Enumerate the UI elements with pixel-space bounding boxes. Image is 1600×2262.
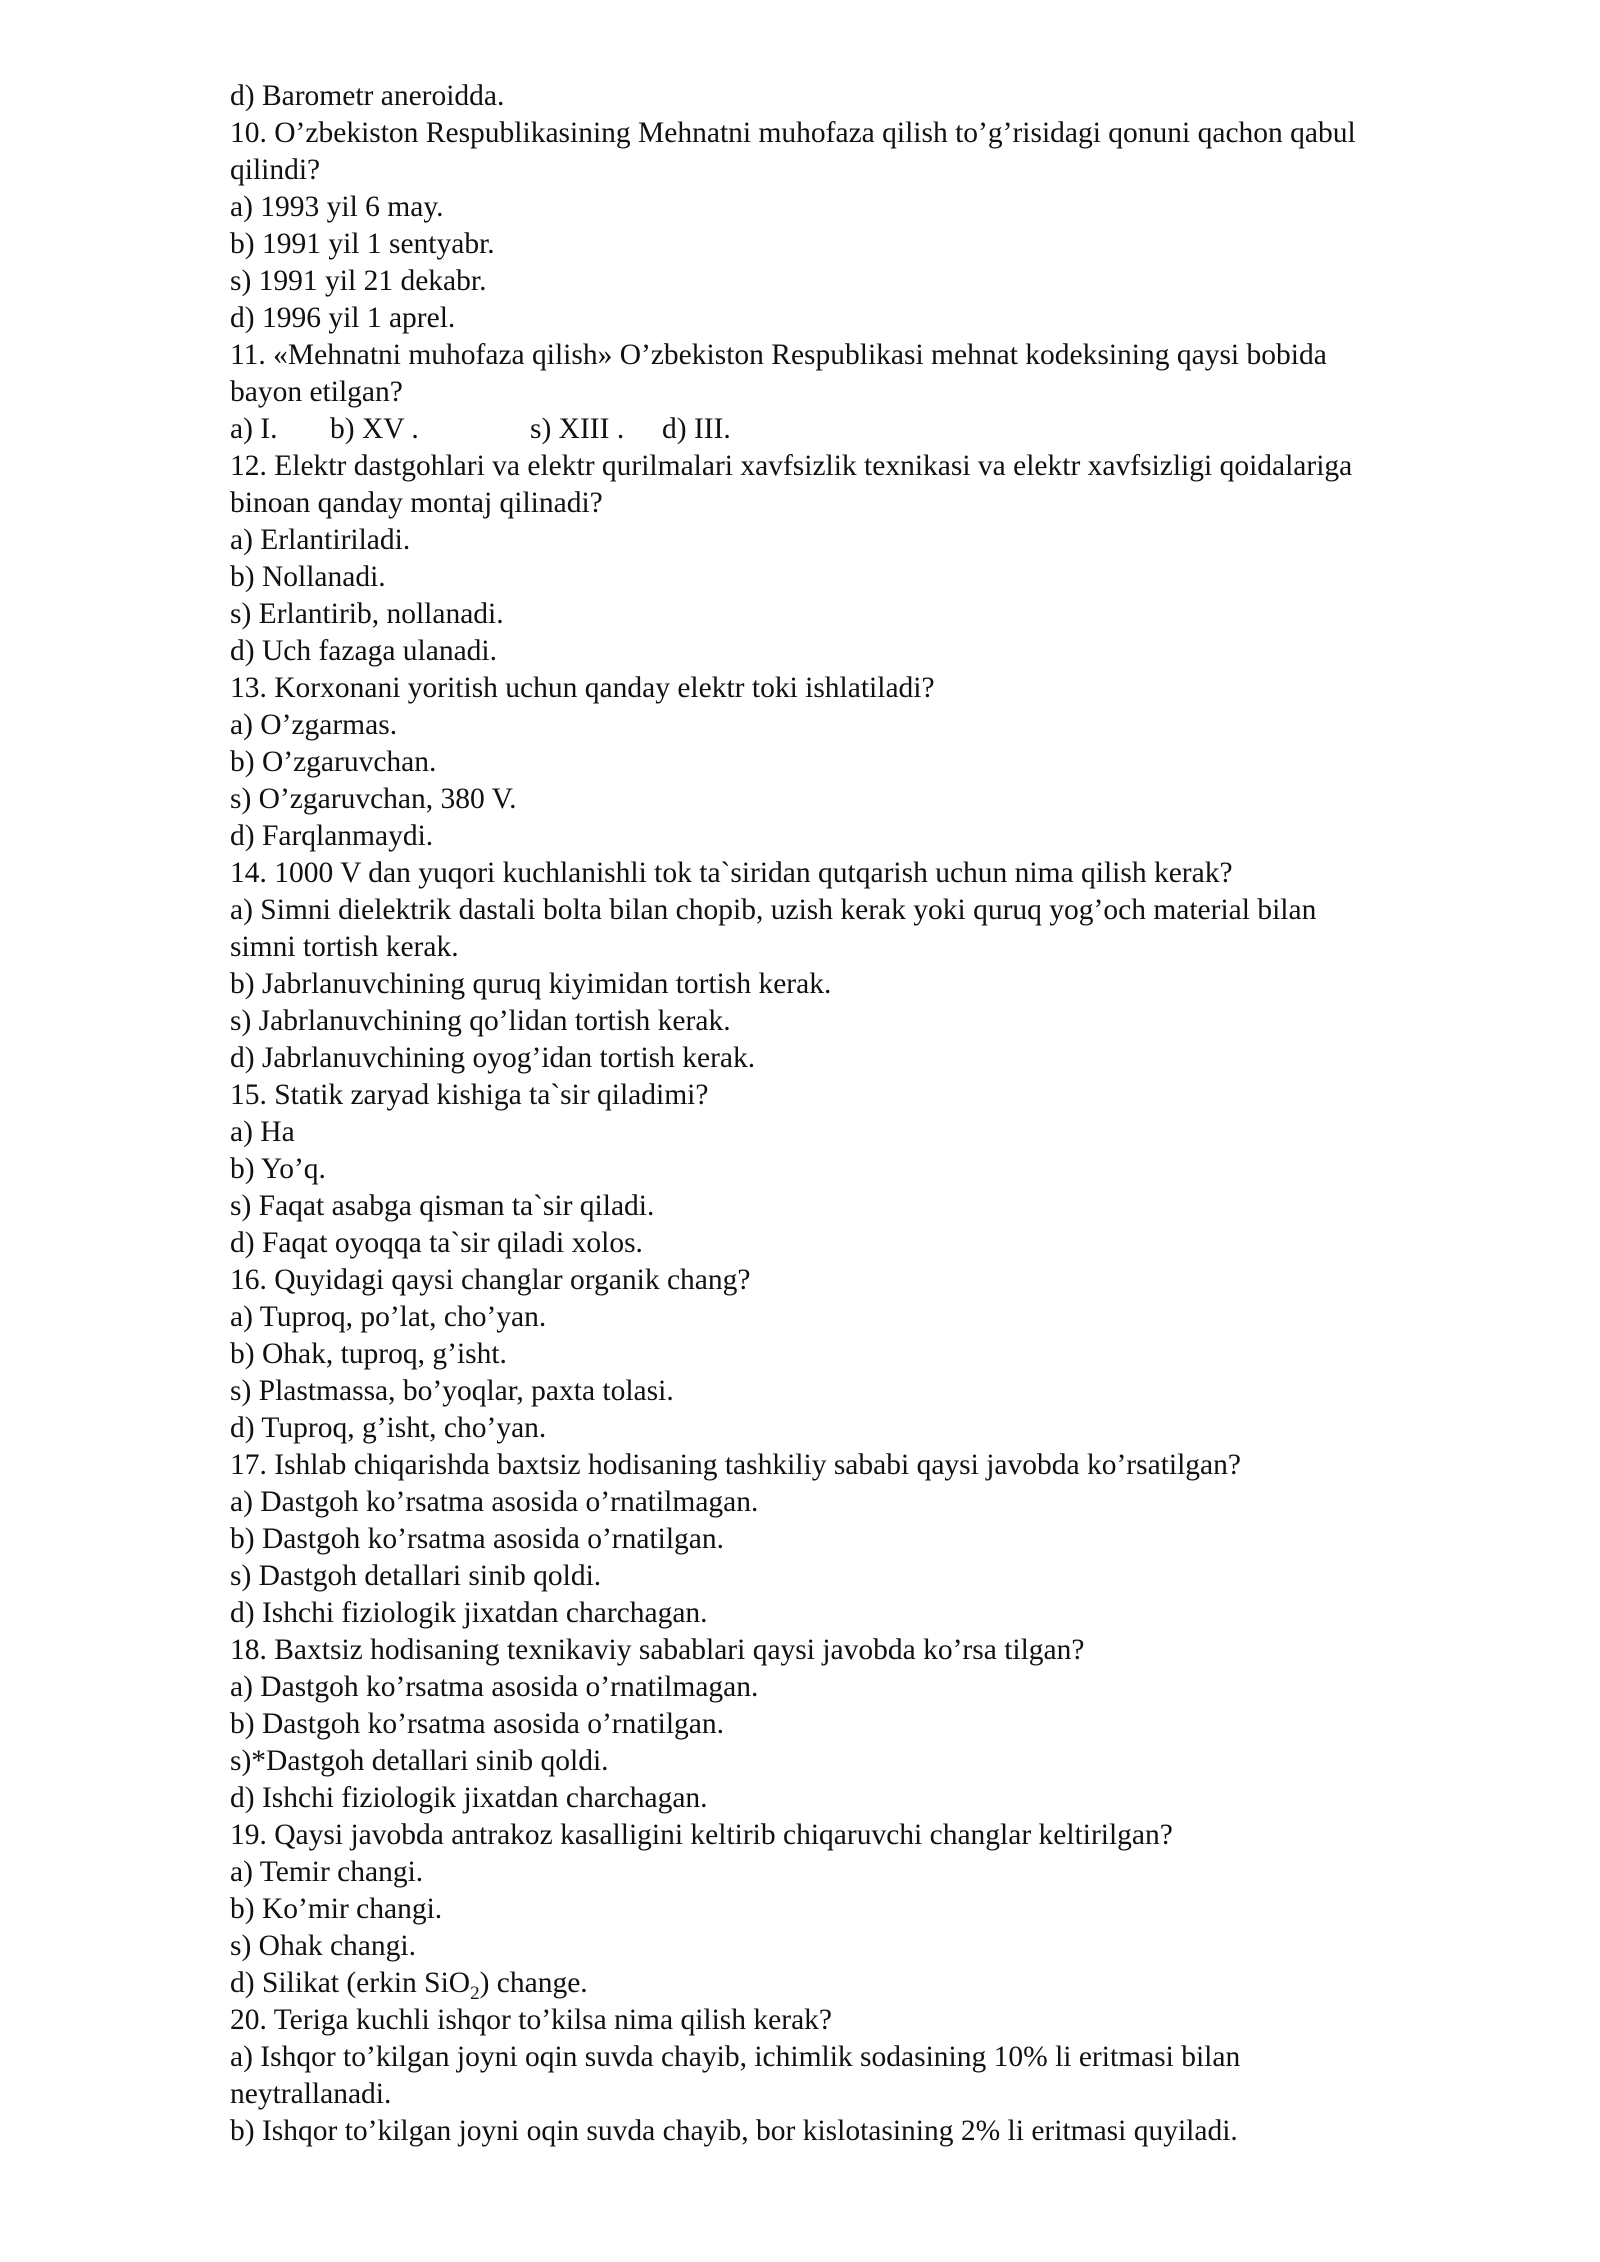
q11-option: s) XIII . xyxy=(530,413,625,445)
text-line: a) Dastgoh ko’rsatma asosida o’rnatilmagan. xyxy=(230,1486,759,1518)
text-line: b) Dastgoh ko’rsatma asosida o’rnatilgan. xyxy=(230,1708,724,1740)
text-line: 10. O’zbekiston Respublikasining Mehnatni muhofaza qilish to’g’risidagi qonuni qachon qabul xyxy=(230,117,1356,149)
text-line: 20. Teriga kuchli ishqor to’kilsa nima qilish kerak? xyxy=(230,2004,833,2036)
text-line: 14. 1000 V dan yuqori kuchlanishli tok ta`siridan qutqarish uchun nima qilish kerak? xyxy=(230,857,1233,889)
text-line: b) Dastgoh ko’rsatma asosida o’rnatilgan. xyxy=(230,1523,724,1555)
text-line: a) 1993 yil 6 may. xyxy=(230,191,444,223)
text-line: bayon etilgan? xyxy=(230,376,403,408)
text-line: neytrallanadi. xyxy=(230,2078,392,2110)
text-line: s) 1991 yil 21 dekabr. xyxy=(230,265,487,297)
text-line: b) Jabrlanuvchining quruq kiyimidan tortish kerak. xyxy=(230,968,832,1000)
text-line: 18. Baxtsiz hodisaning texnikaviy sabablari qaysi javobda ko’rsa tilgan? xyxy=(230,1634,1085,1666)
text-line: s) Jabrlanuvchining qo’lidan tortish kerak. xyxy=(230,1005,731,1037)
text-line: b) Nollanadi. xyxy=(230,561,386,593)
text-line: a) Simni dielektrik dastali bolta bilan chopib, uzish kerak yoki quruq yog’och material bilan xyxy=(230,894,1317,926)
text-line: 11. «Mehnatni muhofaza qilish» O’zbekiston Respublikasi mehnat kodeksining qaysi bobida xyxy=(230,339,1327,371)
text-line: a) Temir changi. xyxy=(230,1856,424,1888)
q11-option: d) III. xyxy=(662,413,731,445)
subscript-2: 2 xyxy=(470,1982,480,2004)
text-line: d) 1996 yil 1 aprel. xyxy=(230,302,456,334)
text-line: a) O’zgarmas. xyxy=(230,709,398,741)
text-line: d) Tuproq, g’isht, cho’yan. xyxy=(230,1412,547,1444)
text-line: a) Tuproq, po’lat, cho’yan. xyxy=(230,1301,547,1333)
text-line: s) Ohak changi. xyxy=(230,1930,416,1962)
q11-option: a) I. xyxy=(230,413,278,445)
text-line: d) Faqat oyoqqa ta`sir qiladi xolos. xyxy=(230,1227,643,1259)
text-line: 17. Ishlab chiqarishda baxtsiz hodisaning tashkiliy sababi qaysi javobda ko’rsatilgan? xyxy=(230,1449,1241,1481)
text-line: 13. Korxonani yoritish uchun qanday elektr toki ishlatiladi? xyxy=(230,672,935,704)
text-line: s) O’zgaruvchan, 380 V. xyxy=(230,783,517,815)
text-line: b) Ishqor to’kilgan joyni oqin suvda chayib, bor kislotasining 2% li eritmasi quyiladi. xyxy=(230,2115,1238,2147)
document-page xyxy=(230,78,1480,2150)
text-line: s) Plastmassa, bo’yoqlar, paxta tolasi. xyxy=(230,1375,674,1407)
text-line: a) Erlantiriladi. xyxy=(230,524,411,556)
text-line: b) Ko’mir changi. xyxy=(230,1893,443,1925)
q19-option-d-text: d) Silikat (erkin SiO xyxy=(230,1967,471,1999)
text-line: a) Ishqor to’kilgan joyni oqin suvda chayib, ichimlik sodasining 10% li eritmasi bilan xyxy=(230,2041,1241,2073)
text-line: d) Uch fazaga ulanadi. xyxy=(230,635,497,667)
text-line: 15. Statik zaryad kishiga ta`sir qiladimi? xyxy=(230,1079,709,1111)
q11-option: b) XV . xyxy=(330,413,419,445)
text-line: d) Ishchi fiziologik jixatdan charchagan. xyxy=(230,1782,708,1814)
text-line: qilindi? xyxy=(230,154,321,186)
text-line: b) Yo’q. xyxy=(230,1153,326,1185)
text-line: d) Farqlanmaydi. xyxy=(230,820,434,852)
text-line: d) Barometr aneroidda. xyxy=(230,80,505,112)
text-line: s) Erlantirib, nollanadi. xyxy=(230,598,504,630)
text-line: b) 1991 yil 1 sentyabr. xyxy=(230,228,495,260)
text-line: a) Dastgoh ko’rsatma asosida o’rnatilmagan. xyxy=(230,1671,759,1703)
text-line: b) O’zgaruvchan. xyxy=(230,746,437,778)
text-line: 16. Quyidagi qaysi changlar organik chang? xyxy=(230,1264,751,1296)
text-line: simni tortish kerak. xyxy=(230,931,459,963)
text-line: b) Ohak, tuproq, g’isht. xyxy=(230,1338,507,1370)
q19-option-d-line xyxy=(230,1965,1480,2002)
text-line: 12. Elektr dastgohlari va elektr qurilmalari xavfsizlik texnikasi va elektr xavfsizligi qoidalariga xyxy=(230,450,1353,482)
q11-options-line xyxy=(230,411,1480,448)
text-line: binoan qanday montaj qilinadi? xyxy=(230,487,603,519)
q19-option-d-tail: ) change. xyxy=(479,1967,588,1999)
text-line: s) Dastgoh detallari sinib qoldi. xyxy=(230,1560,602,1592)
text-line: d) Ishchi fiziologik jixatdan charchagan. xyxy=(230,1597,708,1629)
text-line: s)*Dastgoh detallari sinib qoldi. xyxy=(230,1745,609,1777)
text-line: 19. Qaysi javobda antrakoz kasalligini keltirib chiqaruvchi changlar keltirilgan? xyxy=(230,1819,1173,1851)
text-line: s) Faqat asabga qisman ta`sir qiladi. xyxy=(230,1190,655,1222)
text-line: d) Jabrlanuvchining oyog’idan tortish kerak. xyxy=(230,1042,756,1074)
text-line: a) Ha xyxy=(230,1116,295,1148)
